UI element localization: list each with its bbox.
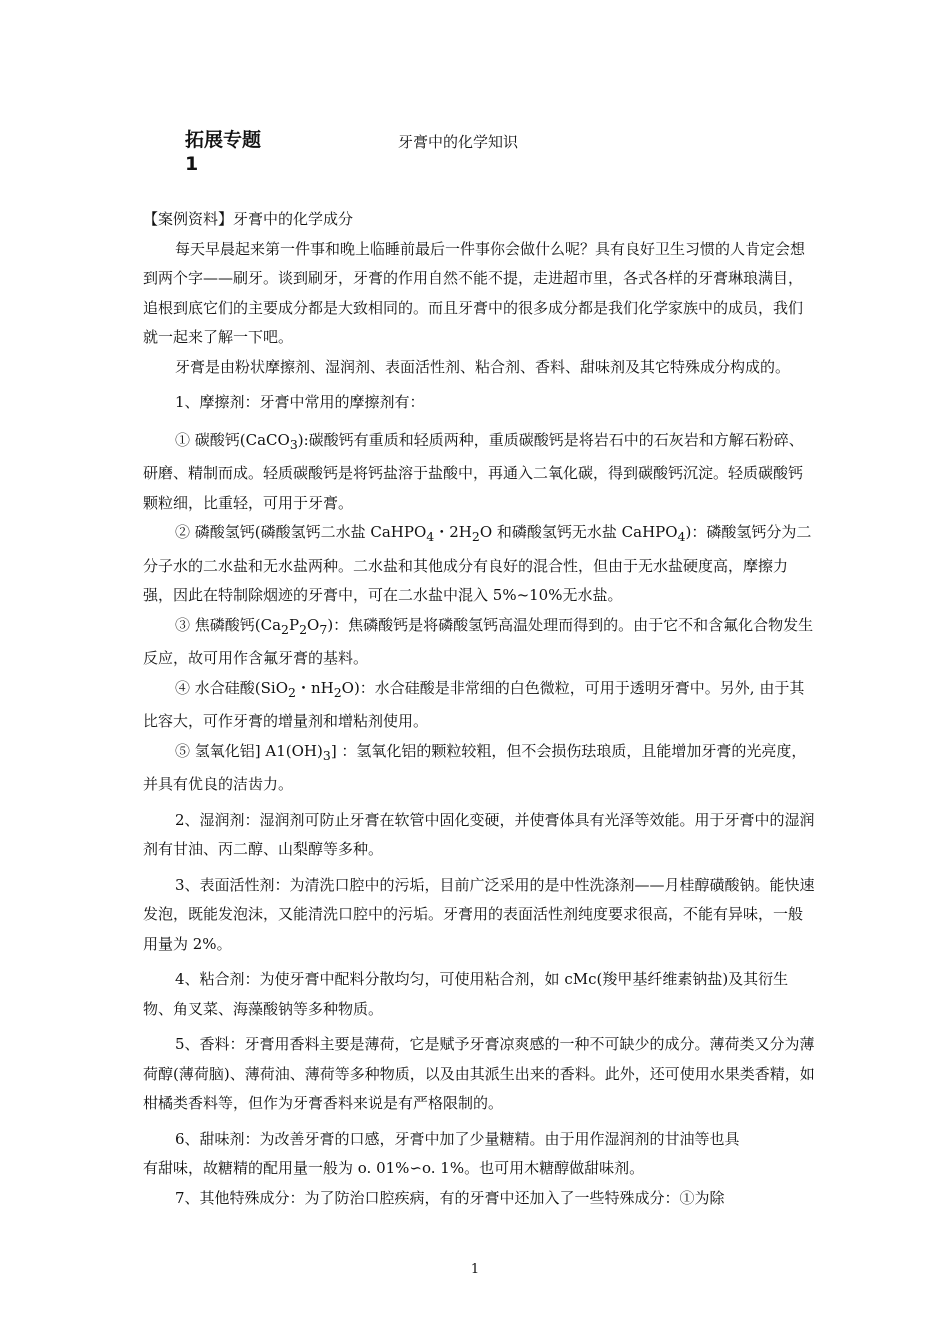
abrasive-heading: 1、摩擦剂：牙膏中常用的摩擦剂有： [175, 393, 425, 411]
page-number: 1 [470, 1262, 480, 1277]
subscript: 2 [288, 684, 296, 700]
item-text: ・nH [295, 678, 334, 697]
humectant-section: 2、湿润剂：湿润剂可防止牙膏在软管中固化变硬，并使膏体具有光泽等效能。用于牙膏中的湿润剂有甘油、丙二醇、山梨醇等多种。 [143, 810, 815, 858]
abrasive-item-calcium-carbonate [143, 426, 815, 519]
item-text: ① 碳酸钙(CaCO [175, 430, 290, 449]
item-text: ④ 水合硅酸(SiO [175, 678, 288, 697]
section-heading: 【案例资料】牙膏中的化学成分 [143, 210, 354, 228]
flavor-section: 5、香料：牙膏用香料主要是薄荷，它是赋予牙膏凉爽感的一种不可缺少的成分。薄荷类又分为薄荷醇(薄荷脑)、薄荷油、薄荷等多种物质，以及由其派生出来的香料。此外，还可使用水果类香精，如柑橘类香料等，但作为牙膏香料来说是有严格限制的。 [143, 1035, 815, 1112]
item-text: O 和磷酸氢钙无水盐 CaHPO [479, 523, 678, 541]
subscript: 3 [322, 747, 331, 763]
composition-paragraph: 牙膏是由粉状摩擦剂、湿润剂、表面活性剂、粘合剂、香料、甜味剂及其它特殊成分构成的。 [175, 357, 791, 376]
item-text: P [289, 615, 300, 634]
topic-title [185, 128, 261, 176]
abrasive-item-aluminum-hydroxide [143, 737, 815, 800]
surfactant-section: 3、表面活性剂：为清洗口腔中的污垢，目前广泛采用的是中性洗涤剂——月桂醇磺酸钠。能快速发泡，既能发泡沫，又能清洗口腔中的污垢。牙膏用的表面活性剂纯度要求很高，不能有异味，一般用量为 2%。 [143, 875, 815, 953]
subscript: 4 [677, 529, 686, 544]
subscript: 2 [299, 621, 308, 637]
item-text: ] ：氢氧化铝的颗粒较粗，但不会损伤珐琅质，且能增加牙膏的光亮度，并具有优良的洁齿力。 [143, 741, 807, 793]
subscript: 7 [319, 621, 328, 637]
item-text: ③ 焦磷酸钙(Ca [175, 615, 282, 634]
item-text: O [307, 615, 320, 634]
topic-number: 1 [185, 153, 199, 175]
abrasive-item-calcium-hydrogen-phosphate [143, 518, 815, 611]
item-text: ② 磷酸氢钙(磷酸氢钙二水盐 CaHPO [175, 523, 427, 541]
item-text: O)：水合硅酸是非常细的白色微粒，可用于透明牙膏中。另外, 由于其比容大，可作牙膏的增量剂和增粘剂使用。 [143, 678, 805, 730]
topic-title-text: 拓展专题 [185, 129, 262, 151]
abrasive-item-hydrated-silica [143, 674, 815, 737]
item-text: )：磷酸氢钙分为二分子水的二水盐和无水盐两种。二水盐和其他成分有良好的混合性，但由于无水盐硬度高，摩擦力强，因此在特制除烟迹的牙膏中，可在二水盐中混入 5%~10%无水盐。 [143, 523, 812, 604]
subscript: 2 [471, 529, 480, 544]
sweetener-section-line1: 6、甜味剂：为改善牙膏的口感，牙膏中加了少量糖精。由于用作湿润剂的甘油等也具 [175, 1129, 740, 1148]
intro-paragraph: 每天早晨起来第一件事和晚上临睡前最后一件事你会做什么呢？具有良好卫生习惯的人肯定会想到两个字——刷牙。谈到刷牙，牙膏的作用自然不能不提，走进超市里，各式各样的牙膏琳琅满目，追根到底它们的主要成分都是大致相同的。而且牙膏中的很多成分都是我们化学家族中的成员，我们就一起来了解一下吧。 [143, 239, 806, 346]
item-text: ):碳酸钙有重质和轻质两种，重质碳酸钙是将岩石中的石灰岩和方解石粉碎、研磨、精制而成。轻质碳酸钙是将钙盐溶于盐酸中，再通入二氧化碳，得到碳酸钙沉淀。轻质碳酸钙颗粒细，比重轻，可用于牙膏。 [143, 430, 804, 512]
sweetener-section-line2: 有甜味，故糖精的配用量一般为 o. 01%∽o. 1%。也可用木糖醇做甜味剂。 [143, 1159, 645, 1177]
binder-section: 4、粘合剂：为使牙膏中配料分散均匀，可使用粘合剂，如 cMc(羧甲基纤维素钠盐)及其衍生物、角叉菜、海藻酸钠等多种物质。 [143, 970, 789, 1018]
special-ingredients-section: 7、其他特殊成分：为了防治口腔疾病，有的牙膏中还加入了一些特殊成分：①为除 [175, 1188, 725, 1207]
abrasive-item-calcium-pyrophosphate [143, 611, 815, 674]
item-text: ⑤ 氢氧化铝] A1(OH) [175, 741, 323, 760]
subscript: 2 [333, 684, 342, 700]
item-text: )：焦磷酸钙是将磷酸氢钙高温处理而得到的。由于它不和含氟化合物发生反应，故可用作含氟牙膏的基料。 [143, 615, 814, 667]
item-text: ・2H [434, 523, 472, 541]
subscript: 3 [289, 436, 298, 452]
topic-subtitle: 牙膏中的化学知识 [398, 133, 519, 151]
subscript: 2 [281, 621, 289, 637]
body-text [143, 205, 815, 1213]
subscript: 4 [426, 529, 435, 544]
